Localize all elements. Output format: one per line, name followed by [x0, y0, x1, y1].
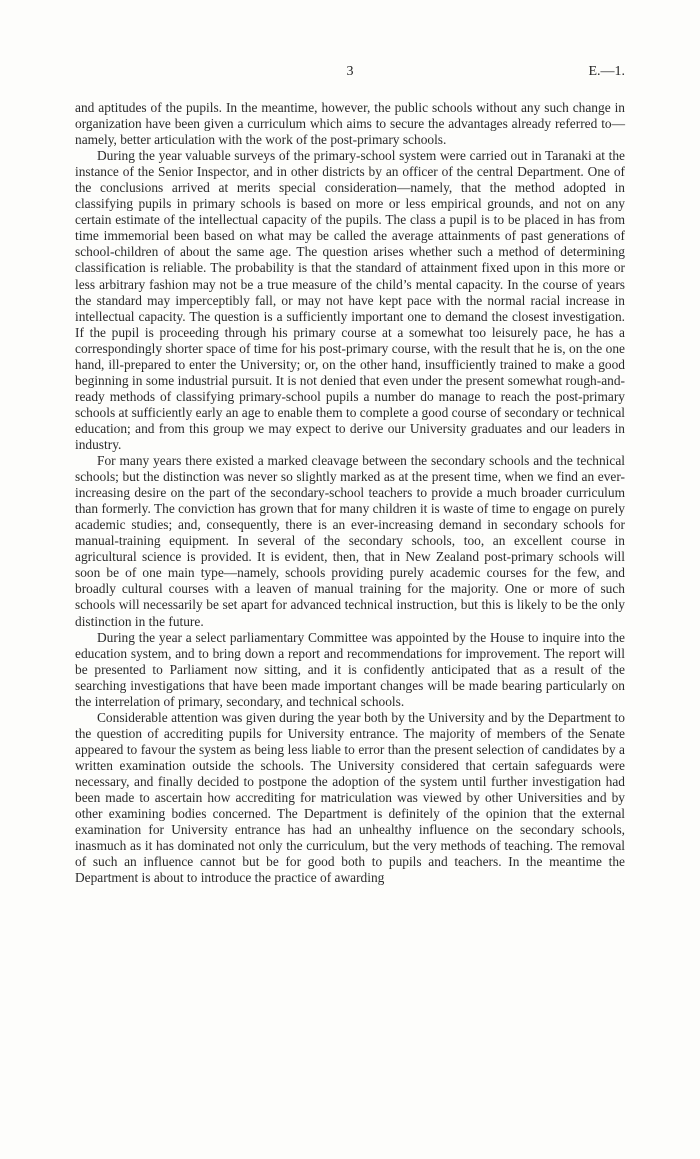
document-reference: E.—1.: [588, 64, 625, 79]
page-header: [75, 64, 625, 84]
page-number: 3: [346, 64, 354, 79]
paragraph: For many years there existed a marked cleavage between the secondary schools and the technical schools; but the distinction was never so slightly marked as at the present time, when we find an ever-increasing desire on the part of the secondary-school teachers to provide a much broader curriculum than formerly. The conviction has grown that for many children it is waste of time to engage on purely academic studies; and, consequently, there is an ever-increasing demand in secondary schools for manual-training equipment. In several of the secondary schools, too, an excellent course in agricultural science is provided. It is evident, then, that in New Zealand post-primary schools will soon be of one main type—namely, schools providing purely academic courses for the few, and broadly cultural courses with a leaven of manual training for the majority. One or more of such schools will necessarily be set apart for advanced technical instruction, but this is likely to be the only distinction in the future.: [75, 453, 625, 629]
paragraph: Considerable attention was given during the year both by the University and by the Department to the question of accrediting pupils for University entrance. The majority of members of the Senate appeared to favour the system as being less liable to error than the present selection of candidates by a written examination outside the schools. The University considered that certain safeguards were necessary, and finally decided to postpone the adoption of the system until further investigation had been made to ascertain how accrediting for matriculation was viewed by other Universities and by other examining bodies concerned. The Department is definitely of the opinion that the external examination for University entrance has had an unhealthy influence on the secondary schools, inasmuch as it has dominated not only the curriculum, but the very methods of teaching. The removal of such an influence cannot but be for good both to pupils and teachers. In the meantime the Department is about to introduce the practice of awarding: [75, 709, 625, 886]
paragraph: During the year valuable surveys of the primary-school system were carried out in Taranaki at the instance of the Senior Inspector, and in other districts by an officer of the central Department. One of the conclusions arrived at merits special consideration—namely, that the method adopted in classifying pupils in primary schools is based on more or less empirical grounds, and not on any certain estimate of the intellectual capacity of the pupils. The class a pupil is to be placed in has from time immemorial been based on what may be called the average attainments of past generations of school-children of about the same age. The question arises whether such a method of determining classification is reliable. The probability is that the standard of attainment fixed upon in this more or less arbitrary fashion may not be a true measure of the child’s mental capacity. In the course of years the standard may imperceptibly fall, or may not have kept pace with the normal racial increase in intellectual capacity. The question is a sufficiently important one to demand the closest investigation. If the pupil is proceeding through his primary course at a somewhat too leisurely pace, he has a correspondingly shorter space of time for his post-primary course, with the result that he is, on the one hand, ill-prepared to enter the University; or, on the other hand, insufficiently trained to make a good beginning in some industrial pursuit. It is not denied that even under the present somewhat rough-and-ready methods of classifying primary-school pupils a number do manage to reach the post-primary schools at sufficiently early an age to enable them to complete a good course of secondary or technical education; and from this group we may expect to derive our University graduates and our leaders in industry.: [75, 148, 625, 452]
body-text: [75, 100, 625, 886]
paragraph: During the year a select parliamentary Committee was appointed by the House to inquire into the education system, and to bring down a report and recommendations for improvement. The report will be presented to Parliament now sitting, and it is confidently anticipated that as a result of the searching investigations that have been made important changes will be made bearing particularly on the interrelation of primary, secondary, and technical schools.: [75, 629, 625, 709]
paragraph: and aptitudes of the pupils. In the meantime, however, the public schools without any such change in organization have been given a curriculum which aims to secure the advantages already referred to—namely, better articulation with the work of the post-primary schools.: [75, 100, 625, 148]
